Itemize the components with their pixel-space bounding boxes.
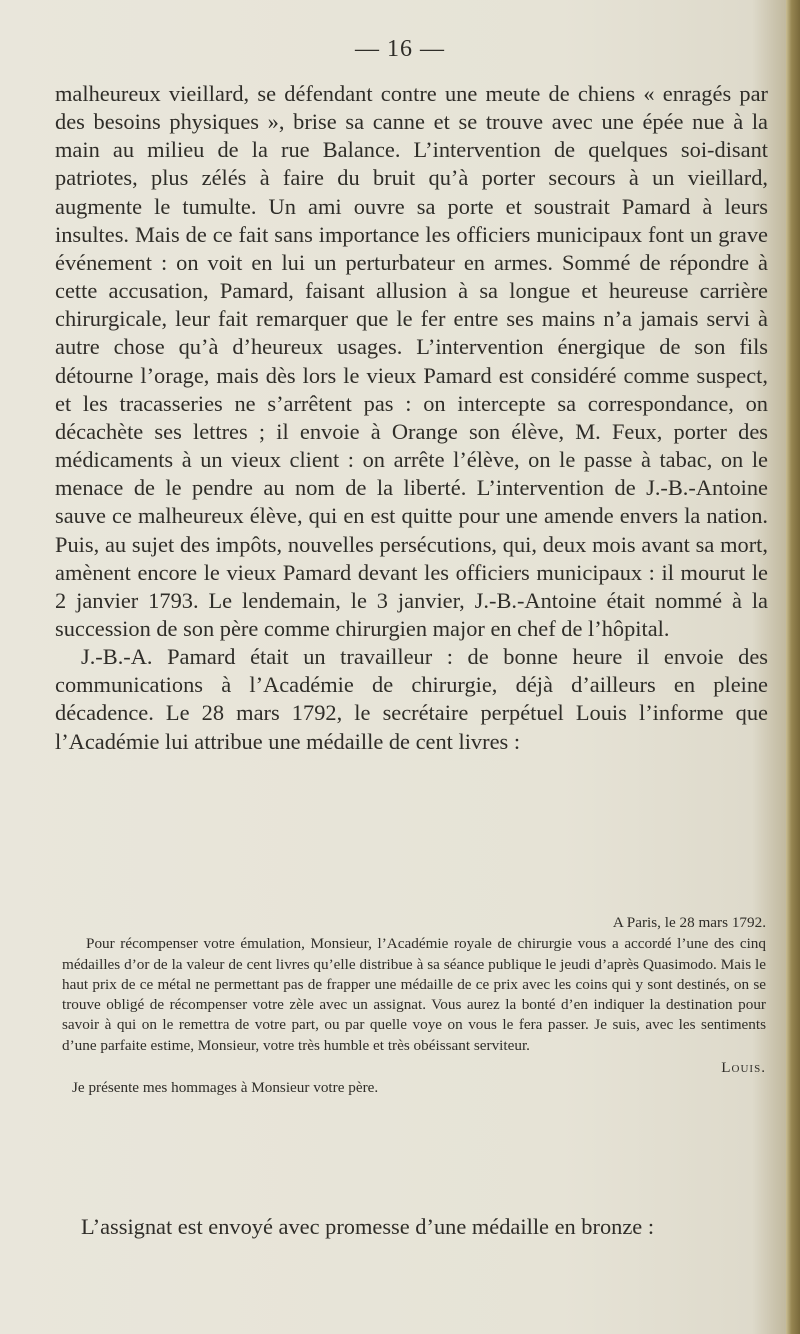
letter-date: A Paris, le 28 mars 1792. — [612, 914, 766, 931]
quoted-letter — [62, 913, 766, 1099]
letter-body: Pour récompenser votre émulation, Monsieur, l’Académie royale de chirurgie vous a accordé l’une des cinq médailles d’or de la valeur de cent livres qu’elle distribue à sa séance publique le jeudi d’après Quasimodo. Mais le haut prix de ce métal ne permettant pas de frapper une médaille de ce prix avec les coins qui y sont destinés, on se trouve obligé de récompenser votre zèle avec un assignat. Vous aurez la bonté d’en indiquer la destination pour savoir à qui on le remettra de votre part, ou par quelle voye on vous le fera passer. Je suis, avec les sentiments d’une parfaite estime, Monsieur, votre très humble et très obéissant serviteur. — [62, 935, 766, 1054]
main-text — [55, 80, 768, 756]
page-edge — [786, 0, 800, 1334]
page-number: — 16 — — [355, 36, 445, 62]
letter-postscript: Je présente mes hommages à Monsieur votre père. — [72, 1079, 379, 1097]
closing-paragraph: L’assignat est envoyé avec promesse d’une médaille en bronze : — [81, 1214, 655, 1240]
letter-signature: Louis. — [721, 1059, 766, 1077]
paragraph-2: J.-B.-A. Pamard était un travailleur : de bonne heure il envoie des communications à l’Académie de chirurgie, déjà d’ailleurs en pleine décadence. Le 28 mars 1792, le secrétaire perpétuel Louis l’informe que l’Académie lui attribue une médaille de cent livres : — [55, 644, 768, 754]
paragraph-1: malheureux vieillard, se défendant contre une meute de chiens « enragés par des besoins physiques », brise sa canne et se trouve avec une épée nue à la main au milieu de la rue Balance. L’intervention de quelques soi-disant patriotes, plus zélés à faire du bruit qu’à porter secours à un vieillard, augmente le tumulte. Un ami ouvre sa porte et soustrait Pamard à leurs insultes. Mais de ce fait sans importance les officiers municipaux font un grave événement : on voit en lui un perturbateur en armes. Sommé de répondre à cette accusation, Pamard, faisant allusion à sa longue et heureuse carrière chirurgicale, leur fait remarquer que le fer entre ses mains n’a jamais servi à autre chose qu’à d’heureux usages. L’intervention énergique de son fils détourne l’orage, mais dès lors le vieux Pamard est considéré comme suspect, et les tracasseries ne s’arrêtent pas : on intercepte sa correspondance, on décachète ses lettres ; il envoie à Orange son élève, M. Feux, porter des médicaments à un vieux client : on arrête l’élève, on le passe à tabac, on le menace de le pendre au nom de la liberté. L’intervention de J.-B.-Antoine sauve ce malheureux élève, qui en est quitte pour une amende envers la nation. Puis, au sujet des impôts, nouvelles persécutions, qui, deux mois avant sa mort, amènent encore le vieux Pamard devant les officiers municipaux : il mourut le 2 janvier 1793. Le lendemain, le 3 janvier, J.-B.-Antoine était nommé à la succession de son père comme chirurgien major en chef de l’hôpital. — [55, 81, 768, 641]
